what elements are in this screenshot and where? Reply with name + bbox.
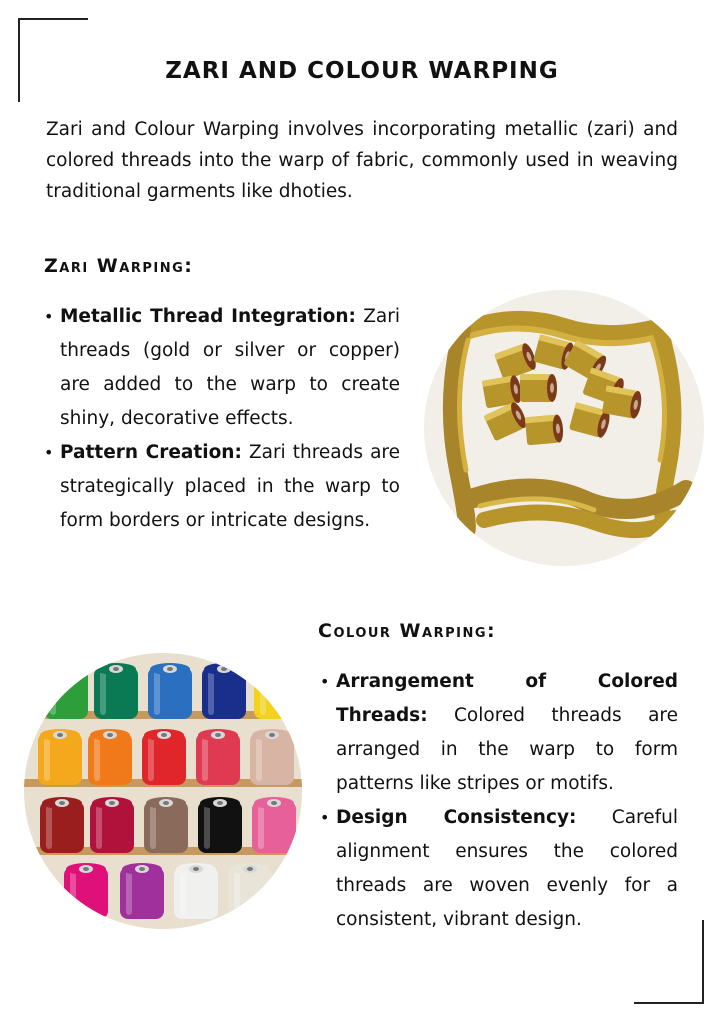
thread-cone <box>254 663 298 719</box>
bullet-term: Metallic Thread Integration: <box>60 306 356 327</box>
thread-cone <box>174 863 218 919</box>
colour-warping-list <box>320 665 678 937</box>
thread-cone <box>250 729 294 785</box>
list-item <box>44 436 400 538</box>
bullet-text: Zari threads (gold or silver or copper) are added to the warp to create shiny, decorative effects. <box>60 306 400 429</box>
zari-warping-list <box>44 300 400 538</box>
thread-cone <box>90 797 134 853</box>
list-item <box>44 300 400 436</box>
list-item <box>320 801 678 937</box>
thread-cone <box>228 863 272 919</box>
thread-cone <box>144 797 188 853</box>
thread-cone <box>196 729 240 785</box>
list-item <box>320 665 678 801</box>
intro-paragraph: Zari and Colour Warping involves incorporating metallic (zari) and colored threads into the warp of fabric, commonly used in weaving traditional garments like dhoties. <box>46 119 678 202</box>
thread-cone <box>142 729 186 785</box>
colored-thread-spools-image <box>24 653 302 929</box>
thread-cone <box>38 729 82 785</box>
thread-cone <box>252 797 296 853</box>
thread-cone <box>44 663 88 719</box>
colour-warping-heading: Colour Warping: <box>318 620 497 642</box>
thread-cone <box>202 663 246 719</box>
thread-cone <box>40 797 84 853</box>
page-title: ZARI AND COLOUR WARPING <box>165 58 559 84</box>
thread-cone <box>198 797 242 853</box>
zari-threads-image <box>424 290 704 566</box>
thread-cone <box>88 729 132 785</box>
bullet-text: Careful alignment ensures the colored threads are woven evenly for a consistent, vibrant design. <box>336 807 678 930</box>
bullet-term: Arrangement of Colored Threads: <box>336 671 678 726</box>
bullet-term: Design Consistency: <box>336 807 577 828</box>
gold-spool <box>520 374 557 402</box>
gold-spool <box>525 414 564 445</box>
bullet-term: Pattern Creation: <box>60 442 242 463</box>
thread-cone <box>148 663 192 719</box>
thread-cone <box>120 863 164 919</box>
zari-warping-heading: Zari Warping: <box>44 255 194 277</box>
thread-cone <box>94 663 138 719</box>
thread-cone <box>64 863 108 919</box>
bullet-text: Colored threads are arranged in the warp to form patterns like stripes or motifs. <box>336 705 678 794</box>
bullet-text: Zari threads are strategically placed in the warp to form borders or intricate designs. <box>60 442 400 531</box>
